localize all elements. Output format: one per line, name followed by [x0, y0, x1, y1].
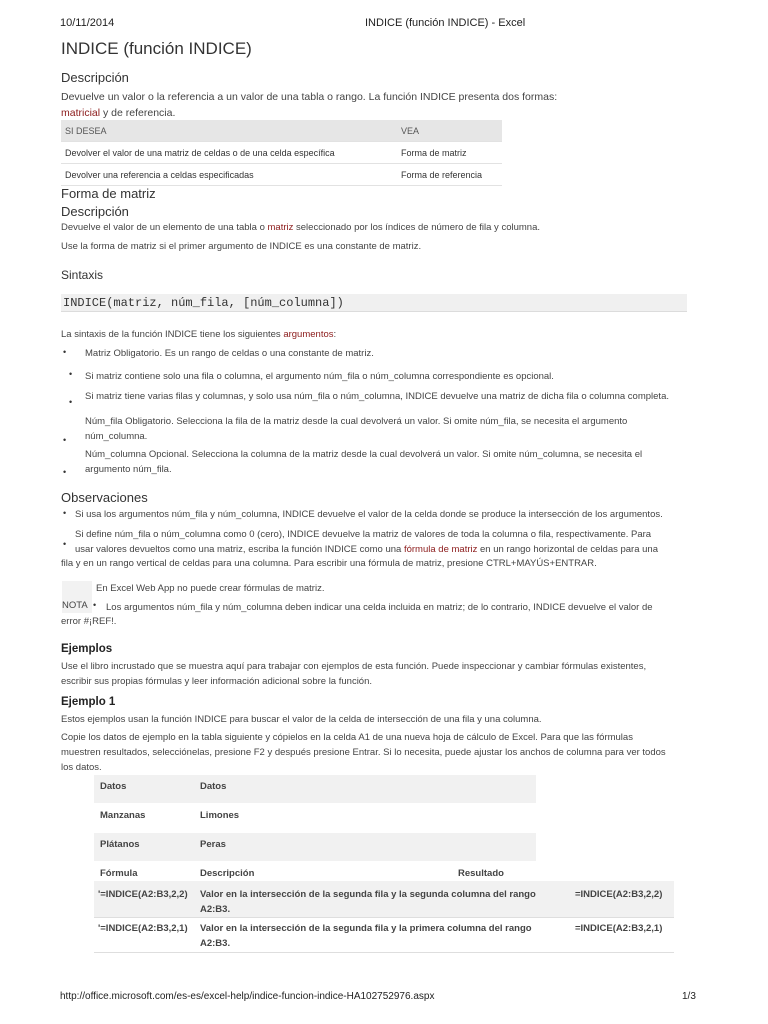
ejemplo1-heading: Ejemplo 1: [61, 696, 116, 708]
ejemplos-heading: Ejemplos: [61, 643, 113, 655]
text: usar valores devueltos como una matriz, escriba la función INDICE como una: [75, 544, 404, 555]
formula-header: Fórmula: [100, 868, 138, 879]
bullet-icon: •: [63, 435, 67, 445]
print-title: INDICE (función INDICE) - Excel: [365, 17, 526, 29]
bullet-icon: •: [63, 467, 67, 477]
forma-matriz-subheading: Descripción: [61, 204, 129, 219]
forma-matriz-p1: [61, 220, 687, 235]
text: Si define núm_fila o núm_columna como 0 (cero), INDICE devuelve la matriz de valores de toda la columna o fila, respectivamente. Para: [75, 529, 652, 540]
text: los datos.: [61, 762, 102, 773]
note-label: NOTA: [62, 600, 88, 611]
matricial-link[interactable]: matricial: [61, 107, 101, 119]
result-header: Resultado: [458, 868, 504, 879]
arg-note-1: Si matriz contiene solo una fila o columna, el argumento núm_fila o núm_columna correspondiente es opcional.: [85, 371, 554, 382]
argumentos-link[interactable]: argumentos: [283, 329, 334, 340]
col-vea: VEA: [397, 120, 502, 142]
descripcion-text: [61, 89, 687, 121]
data-table-bg: [94, 833, 536, 861]
text: La sintaxis de la función INDICE tiene los siguientes: [61, 329, 284, 340]
matriz-link[interactable]: matriz: [267, 222, 294, 233]
note-2: Los argumentos núm_fila y núm_columna deben indicar una celda incluida en matriz; de lo contrario, INDICE devuelve el valor de: [106, 602, 653, 613]
footer-url: http://office.microsoft.com/es-es/excel-help/indice-funcion-indice-HA102752976.aspx: [60, 991, 435, 1002]
page-number: 1/3: [682, 991, 696, 1002]
note-1: En Excel Web App no puede crear fórmulas de matriz.: [96, 583, 325, 594]
text: seleccionado por los índices de número de fila y columna.: [293, 222, 540, 233]
sintaxis-heading: Sintaxis: [61, 268, 104, 282]
sintaxis-intro: [61, 327, 687, 342]
formula-cell: '=INDICE(A2:B3,2,1): [98, 923, 188, 934]
result-cell: =INDICE(A2:B3,2,2): [575, 889, 663, 900]
description-cell: [200, 887, 560, 917]
text: Núm_fila Obligatorio. Selecciona la fila de la matriz desde la cual devolverá un valor. Si omite núm_fila, se necesita el argumento: [85, 416, 628, 427]
data-cell: Peras: [200, 839, 226, 850]
bullet-icon: •: [63, 539, 67, 549]
text: :: [333, 329, 337, 340]
formula-matriz-link[interactable]: fórmula de matriz: [403, 544, 478, 555]
obs-2: [75, 527, 695, 557]
col-si-desea: SI DESEA: [61, 120, 397, 142]
data-cell: Limones: [200, 810, 240, 821]
bullet-icon: •: [69, 369, 73, 379]
bullet-icon: •: [63, 508, 67, 518]
text: escribir sus propias fórmulas y leer información adicional sobre la función.: [61, 676, 373, 687]
table-row: [61, 142, 502, 164]
text: Devuelve el valor de un elemento de una tabla o: [61, 222, 268, 233]
arg-num-columna: [85, 447, 690, 477]
forma-matriz-heading: Forma de matriz: [61, 186, 156, 201]
text: Copie los datos de ejemplo en la tabla siguiente y cópielos en la celda A1 de una nueva hoja de cálculo de Excel. Para que las fórmulas: [61, 732, 633, 743]
syntax-code: INDICE(matriz, núm_fila, [núm_columna]): [61, 294, 687, 312]
text: A2:B3.: [200, 904, 231, 915]
description-cell: [200, 921, 560, 951]
table-cell: Devolver el valor de una matriz de celdas o de una celda específica: [61, 142, 397, 164]
text: Valor en la intersección de la segunda fila y la segunda columna del rango: [200, 889, 536, 900]
text: Use el libro incrustado que se muestra aquí para trabajar con ejemplos de esta función. Puede inspeccionar y cambiar fórmulas existentes,: [61, 661, 647, 672]
table-row: [61, 164, 502, 186]
formula-cell: '=INDICE(A2:B3,2,2): [98, 889, 188, 900]
note-3: error #¡REF!.: [61, 616, 117, 627]
arg-num-fila: [85, 414, 690, 444]
page-title: INDICE (función INDICE): [61, 39, 252, 58]
text: en un rango horizontal de celdas para una: [477, 544, 658, 555]
ejemplo1-p2: [61, 730, 691, 775]
data-cell: Plátanos: [100, 839, 140, 850]
text: muestren resultados, selecciónelas, presione F2 y después presione Entrar. Si lo necesita, puede ajustar los anchos de columna para ver todos: [61, 747, 666, 758]
description-header: Descripción: [200, 868, 255, 879]
forma-matriz-p2: Use la forma de matriz si el primer argumento de INDICE es una constante de matriz.: [61, 241, 422, 252]
ejemplo1-p1: Estos ejemplos usan la función INDICE para buscar el valor de la celda de intersección de una fila y una columna.: [61, 714, 542, 725]
descripcion-line1: Devuelve un valor o la referencia a un valor de una tabla o rango. La función INDICE presenta dos formas:: [61, 91, 558, 103]
table-cell: Devolver una referencia a celdas especificadas: [61, 164, 397, 186]
data-cell: Datos: [100, 781, 127, 792]
text: Núm_columna Opcional. Selecciona la columna de la matriz desde la cual devolverá un valor. Si omite núm_columna, se necesita el: [85, 449, 643, 460]
descripcion-line2: y de referencia.: [100, 107, 176, 119]
bullet-icon: •: [69, 397, 73, 407]
forms-table-header: [61, 120, 502, 142]
obs-1: Si usa los argumentos núm_fila y núm_columna, INDICE devuelve el valor de la celda donde se produce la intersección de los argumentos.: [75, 509, 663, 520]
forma-referencia-link[interactable]: Forma de referencia: [397, 164, 502, 186]
observaciones-heading: Observaciones: [61, 490, 148, 505]
forma-matriz-link[interactable]: Forma de matriz: [397, 142, 502, 164]
arg-matriz: Matriz Obligatorio. Es un rango de celdas o una constante de matriz.: [85, 348, 374, 359]
text: A2:B3.: [200, 938, 231, 949]
forms-table: [61, 120, 502, 186]
text: núm_columna.: [85, 431, 148, 442]
bullet-icon: •: [93, 600, 97, 610]
ejemplos-text: [61, 659, 691, 689]
text: Valor en la intersección de la segunda fila y la primera columna del rango: [200, 923, 532, 934]
descripcion-heading: Descripción: [61, 70, 129, 85]
text: argumento núm_fila.: [85, 464, 172, 475]
data-cell: Manzanas: [100, 810, 146, 821]
bullet-icon: •: [63, 347, 67, 357]
arg-note-2: Si matriz tiene varias filas y columnas, y solo usa núm_fila o núm_columna, INDICE devuelve una matriz de dicha fila o columna completa.: [85, 391, 669, 402]
result-cell: =INDICE(A2:B3,2,1): [575, 923, 663, 934]
data-cell: Datos: [200, 781, 227, 792]
print-date: 10/11/2014: [60, 17, 115, 29]
data-table-bg: [94, 775, 536, 803]
obs-2-cont: fila y en un rango vertical de celdas para una columna. Para escribir una fórmula de matriz, presione CTRL+MAYÚS+ENTRAR.: [61, 558, 597, 569]
